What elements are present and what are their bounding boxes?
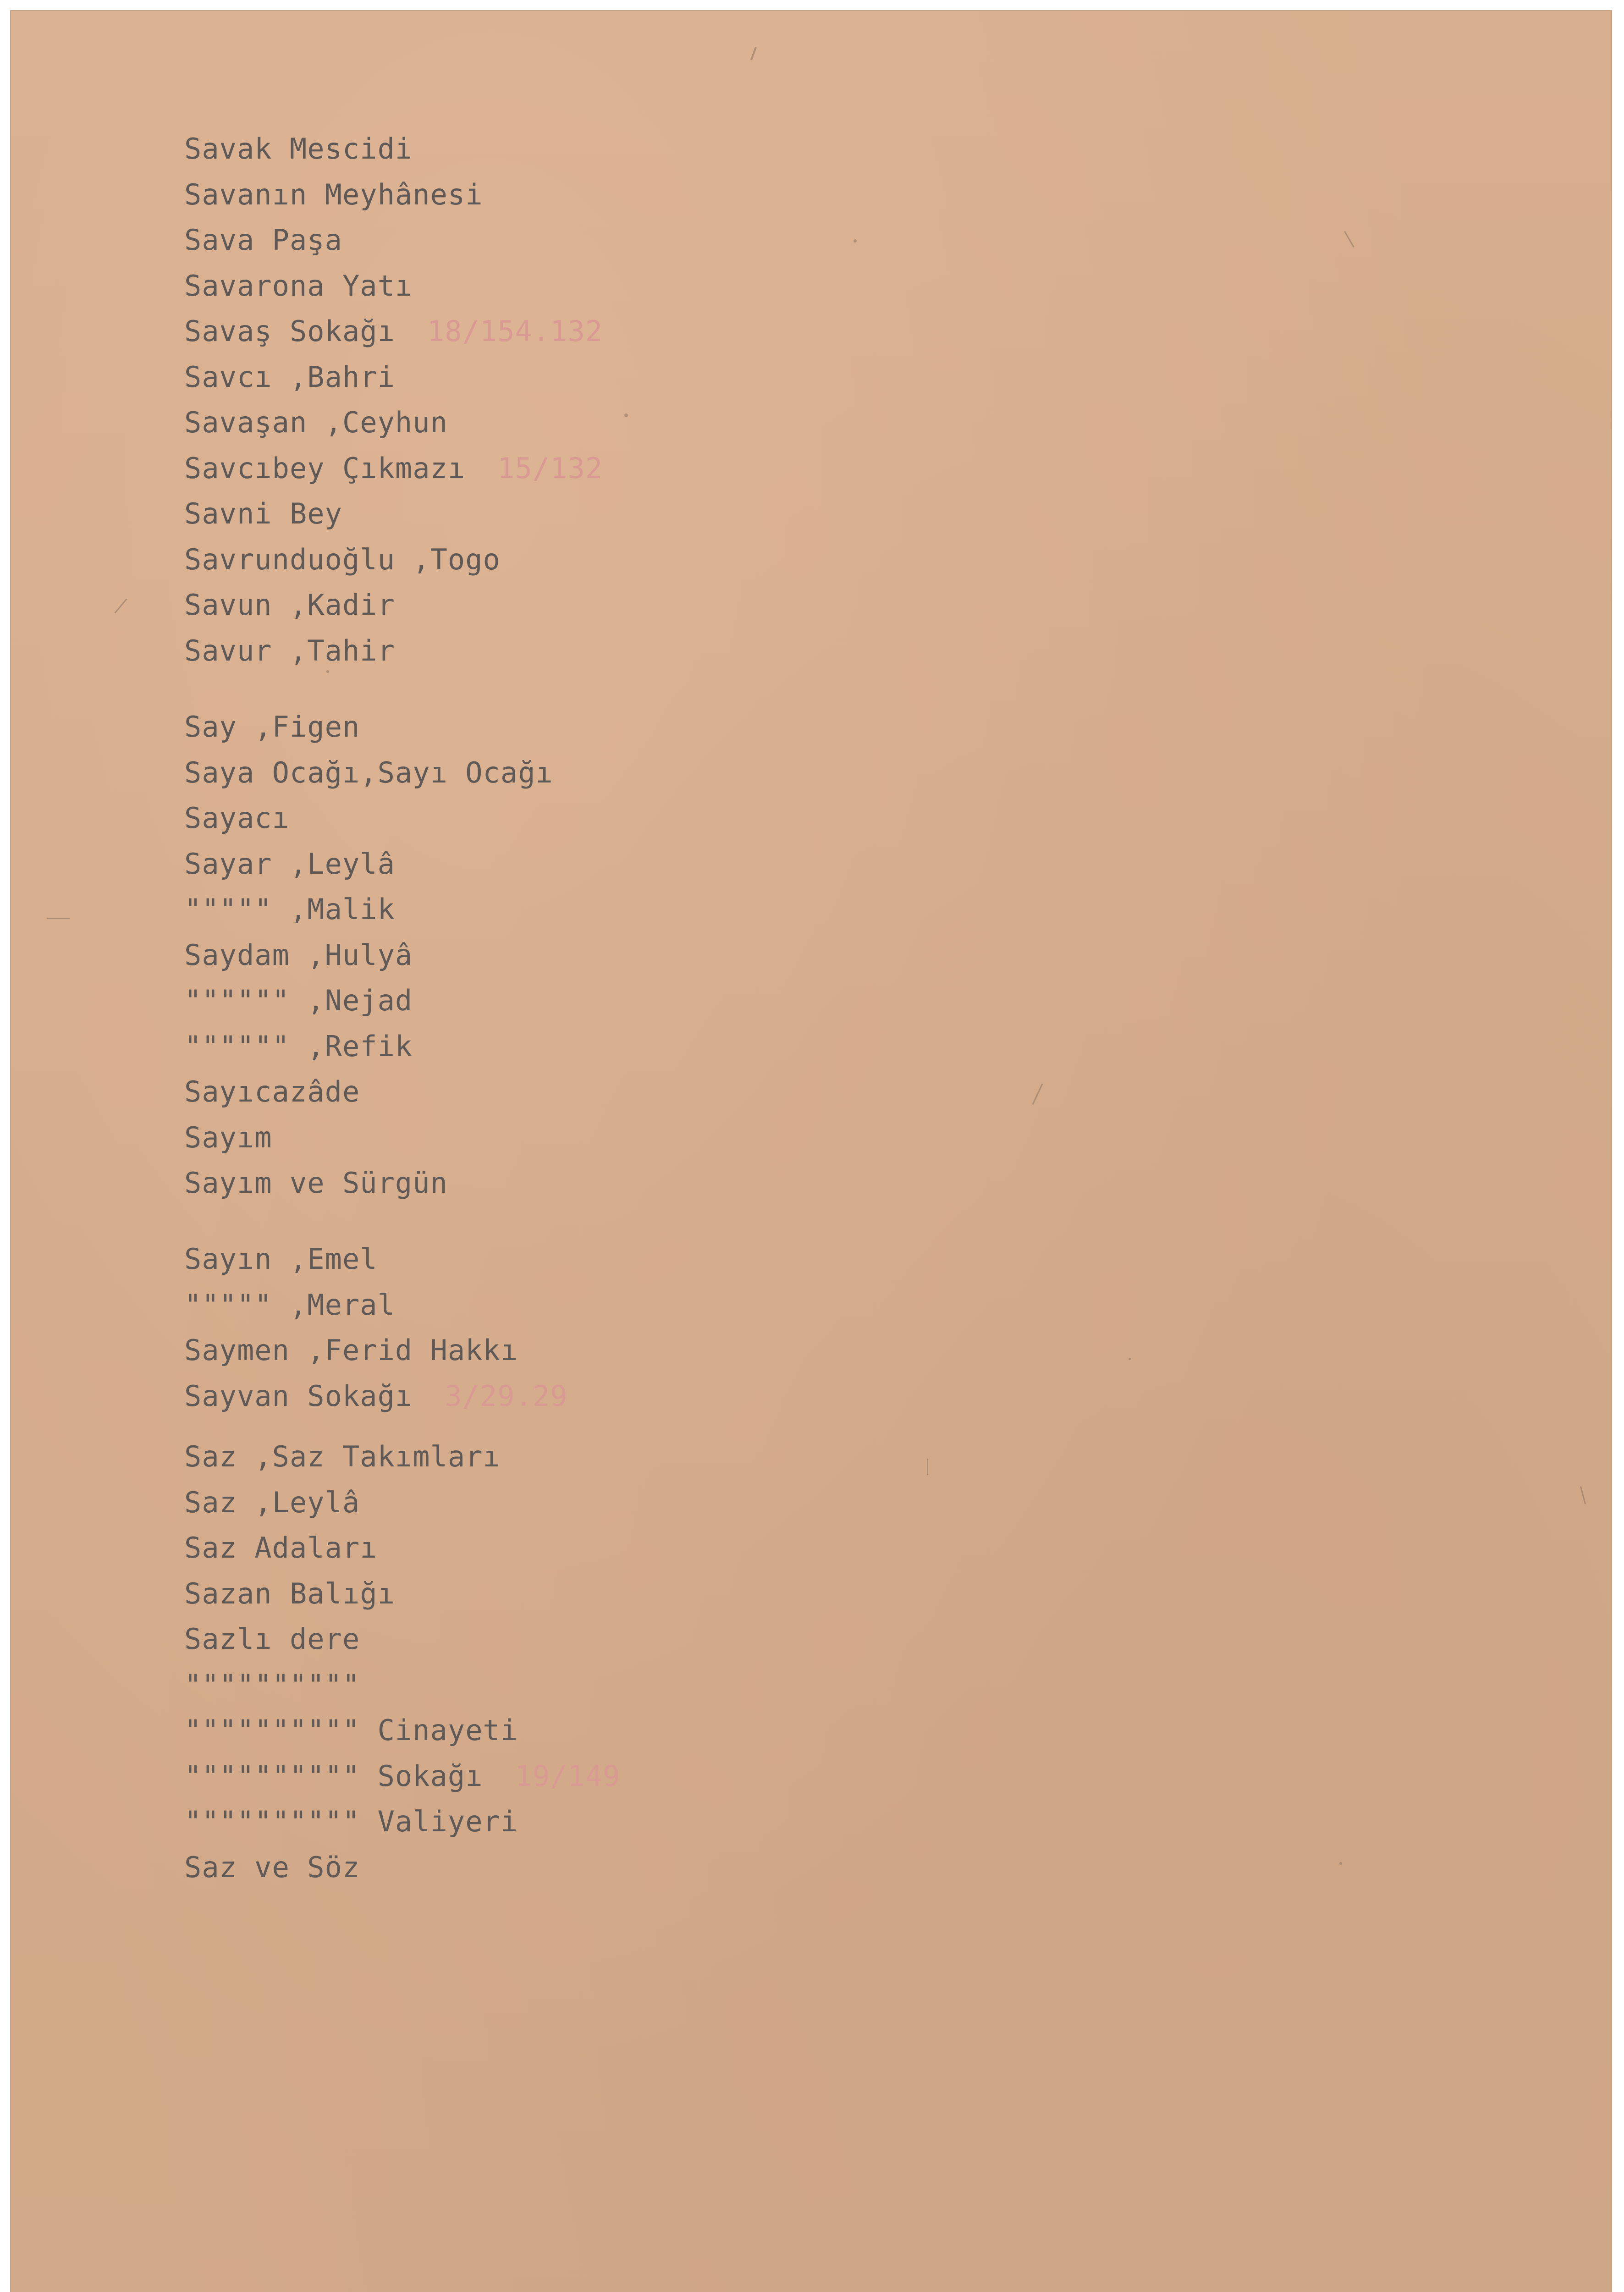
list-item: [184, 496, 342, 532]
entry-text: Savcıbey Çıkmazı: [184, 452, 466, 485]
paper-speck: [927, 1459, 928, 1475]
entry-text: """""" ,Nejad: [184, 984, 413, 1017]
list-item: [184, 1378, 568, 1415]
entry-text: Savun ,Kadir: [184, 588, 395, 622]
entry-text: """"" ,Meral: [184, 1288, 395, 1322]
list-item: [184, 1576, 395, 1612]
list-item: [184, 1165, 448, 1201]
entry-text: Sayar ,Leylâ: [184, 847, 395, 881]
list-item: [184, 587, 395, 623]
entry-reference: 18/154.132: [427, 314, 603, 348]
paper-speck: [1129, 1358, 1131, 1360]
entry-text: Sayıcazâde: [184, 1075, 360, 1108]
list-item: [184, 268, 413, 304]
paper-sheet: [10, 10, 1612, 2292]
entry-text: Sazan Balığı: [184, 1577, 395, 1610]
list-item: [184, 891, 395, 928]
entry-text: Savcı ,Bahri: [184, 360, 395, 394]
entry-text: Sava Paşa: [184, 223, 342, 257]
list-item: [184, 1667, 360, 1703]
list-item: [184, 176, 483, 213]
entry-text: Sayın ,Emel: [184, 1242, 378, 1276]
list-item: [184, 541, 501, 578]
entry-text: """""" ,Refik: [184, 1030, 413, 1063]
list-item: [184, 359, 395, 396]
entry-reference: 19/149: [515, 1759, 621, 1793]
list-item: [184, 222, 342, 259]
list-item: [184, 1241, 378, 1278]
entry-text: Savni Bey: [184, 497, 342, 530]
entry-text: Saz ,Leylâ: [184, 1486, 360, 1519]
entry-text: Savanın Meyhânesi: [184, 178, 483, 211]
list-item: [184, 1074, 360, 1110]
list-item: [184, 982, 413, 1019]
entry-text: """""""""" Valiyeri: [184, 1805, 518, 1838]
list-item: [184, 1758, 621, 1795]
list-item: [184, 709, 360, 745]
entry-text: Saydam ,Hulyâ: [184, 938, 413, 972]
paper-speck: [853, 239, 857, 242]
list-item: [184, 755, 553, 791]
list-item: [184, 450, 603, 487]
entry-reference: 15/132: [497, 452, 603, 485]
entry-text: Saymen ,Ferid Hakkı: [184, 1333, 518, 1367]
list-item: [184, 313, 603, 350]
entry-text: """""""""": [184, 1668, 360, 1702]
list-item: [184, 633, 395, 669]
list-item: [184, 1849, 360, 1886]
list-item: [184, 1438, 501, 1475]
entry-text: Savaş Sokağı: [184, 314, 395, 348]
paper-speck: [47, 918, 70, 919]
entry-text: Sayım ve Sürgün: [184, 1166, 448, 1200]
entry-text: Say ,Figen: [184, 710, 360, 744]
list-item: [184, 404, 448, 441]
list-item: [184, 1287, 395, 1323]
entry-text: Savrunduoğlu ,Togo: [184, 543, 501, 576]
list-item: [184, 1712, 518, 1749]
entry-text: Sayım: [184, 1121, 272, 1154]
list-item: [184, 131, 413, 167]
entry-text: Sayvan Sokağı: [184, 1379, 413, 1413]
paper-speck: [624, 413, 628, 417]
entry-text: Saz Adaları: [184, 1531, 378, 1565]
entry-text: """""""""" Cinayeti: [184, 1713, 518, 1747]
list-item: [184, 1119, 272, 1156]
entry-text: Savak Mescidi: [184, 132, 413, 165]
list-item: [184, 937, 413, 974]
list-item: [184, 1530, 378, 1566]
entry-text: Savarona Yatı: [184, 269, 413, 303]
list-item: [184, 1028, 413, 1065]
entry-reference: 3/29.29: [445, 1379, 568, 1413]
entry-list: [10, 10, 1612, 2292]
entry-text: Sazlı dere: [184, 1622, 360, 1656]
paper-speck: [326, 670, 329, 673]
list-item: [184, 1803, 518, 1840]
list-item: [184, 846, 395, 882]
list-item: [184, 1621, 360, 1658]
entry-text: Saz ,Saz Takımları: [184, 1440, 501, 1473]
entry-text: Savaşan ,Ceyhun: [184, 406, 448, 439]
entry-text: """"" ,Malik: [184, 893, 395, 926]
list-item: [184, 800, 290, 837]
entry-text: Savur ,Tahir: [184, 634, 395, 667]
entry-text: Sayacı: [184, 801, 290, 835]
entry-text: Saya Ocağı,Sayı Ocağı: [184, 756, 553, 789]
list-item: [184, 1332, 518, 1369]
entry-text: Saz ve Söz: [184, 1851, 360, 1884]
list-item: [184, 1484, 360, 1521]
entry-text: """""""""" Sokağı: [184, 1759, 483, 1793]
paper-speck: [1339, 1862, 1342, 1865]
